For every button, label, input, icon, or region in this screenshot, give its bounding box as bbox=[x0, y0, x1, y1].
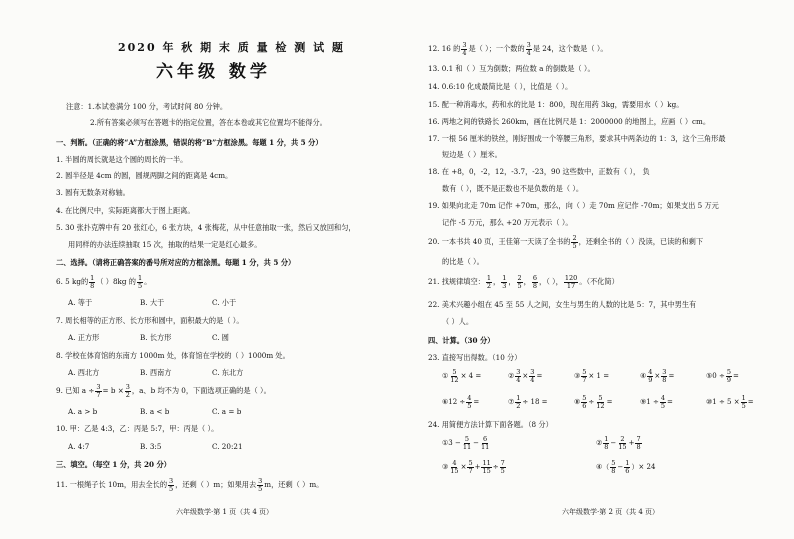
option-10c: C. 20:21 bbox=[212, 442, 243, 451]
calc-23-3: ③ $\frac{5}{7}$ × 1 = bbox=[574, 368, 610, 384]
section-fill: 三、填空。（每空 1 分，共 20 分） bbox=[56, 460, 171, 469]
question-15: 15. 配一种消毒水，药和水的比是 1：800，现在用药 3kg，需要用水（ ）kg。 bbox=[428, 100, 684, 109]
question-22-line-2: （ ）人。 bbox=[442, 317, 474, 326]
fraction: $\frac{120}{17}$ bbox=[564, 274, 578, 290]
fraction: $\frac{1}{2}$ bbox=[486, 274, 491, 290]
fraction: $\frac{3}{4}$ bbox=[526, 41, 531, 57]
fraction: $\frac{3}{2}$ bbox=[125, 383, 130, 399]
fraction: $\frac{2}{5}$ bbox=[517, 274, 522, 290]
fraction: $\frac{1}{3}$ bbox=[502, 274, 507, 290]
option-8a: A. 西北方 bbox=[68, 368, 100, 377]
calc-23-9: ⑨1 ÷ $\frac{4}{5}$ = bbox=[640, 394, 673, 410]
calc-24-1: ①3 − $\frac{5}{11}$ − $\frac{6}{11}$ bbox=[442, 435, 490, 451]
calc-24-4: ④（ $\frac{5}{8}$ − $\frac{1}{6}$ ）× 24 bbox=[596, 459, 656, 475]
question-21: 21. 找规律填空： $\frac{1}{2}$ ， $\frac{1}{3}$ ， $\frac{2}{5}$ ， $\frac{6}{8}$ ，（ ）， $\frac{120}{17}$ 。（不化简） bbox=[428, 274, 619, 290]
calc-24-3: ③ $\frac{4}{15}$ × $\frac{5}{7}$ + $\frac{11}{15}$ ÷ $\frac{7}{5}$ bbox=[442, 459, 505, 475]
question-8: 8. 学校在体育馆的东南方 1000m 处，体育馆在学校的（ ）1000m 处。 bbox=[56, 351, 290, 360]
question-12: 12. 16 的 $\frac{3}{4}$ 是（ ）；一个数的 $\frac{3}{4}$ 是 24，这个数是（ ）。 bbox=[428, 41, 608, 57]
question-18-line-1: 18. 在 +8，0，-2，12，-3.7，-23，90 这些数中，正数有（ ）， 负 bbox=[428, 167, 650, 176]
question-14: 14. 0.6:10 化成最简比是（ ），比值是（ ）。 bbox=[428, 82, 573, 91]
page-footer-2: 六年级数学·第 2 页（共 4 页） bbox=[562, 508, 660, 516]
option-9a: A. a > b bbox=[68, 407, 98, 416]
option-6c: C. 小于 bbox=[212, 298, 237, 307]
option-7b: B. 长方形 bbox=[140, 333, 172, 342]
subject-title: 六年级 数学 bbox=[156, 62, 271, 82]
option-10b: B. 3:5 bbox=[140, 442, 162, 451]
question-7: 7. 周长相等的正方形、长方形和圆中，面积最大的是（ ）。 bbox=[56, 316, 244, 325]
question-6: 6. 5 kg的 $\frac{1}{8}$ （ ）8kg 的 $\frac{1}{5}$ 。 bbox=[56, 274, 152, 290]
fraction: $\frac{2}{5}$ bbox=[572, 234, 577, 250]
question-10: 10. 甲：乙是 4:3，乙：丙是 5:7，甲：丙是（ ）。 bbox=[56, 424, 219, 433]
fraction: $\frac{3}{5}$ bbox=[258, 477, 263, 493]
calc-23-2: ② $\frac{3}{4}$ × $\frac{3}{4}$ = bbox=[508, 368, 543, 384]
calc-23-5: ⑤0 ÷ $\frac{5}{9}$ = bbox=[706, 368, 739, 384]
option-6a: A. 等于 bbox=[68, 298, 93, 307]
option-9c: C. a = b bbox=[212, 407, 242, 416]
question-22-line-1: 22. 美术兴趣小组在 45 至 55 人之间，女生与男生的人数的比是 5：7，其中男生有 bbox=[428, 300, 697, 309]
fraction: $\frac{3}{7}$ bbox=[96, 383, 101, 399]
fraction: $\frac{1}{5}$ bbox=[137, 274, 143, 290]
question-18-line-2: 数有（ ），既不是正数也不是负数的是（ ）。 bbox=[442, 184, 584, 193]
notice-1: 注意：1.本试卷满分 100 分，考试时间 80 分钟。 bbox=[66, 102, 228, 111]
page-footer-1: 六年级数学·第 1 页（共 4 页） bbox=[176, 508, 274, 516]
question-20-line-2: 的比是（ ）。 bbox=[442, 257, 484, 266]
question-20: 20. 一本书共 40 页，王佳第一天读了全书的 $\frac{2}{5}$ ，还剩全书的（ ）没读，已读的和剩下 bbox=[428, 234, 704, 250]
fraction: $\frac{3}{4}$ bbox=[462, 41, 467, 57]
option-8b: B. 西南方 bbox=[140, 368, 172, 377]
calc-23-8: ⑧ $\frac{5}{6}$ ÷ $\frac{5}{12}$ = bbox=[574, 394, 613, 410]
question-5-line-2: 用同样的办法连续抽取 15 次，抽取的结果一定是红心最多。 bbox=[68, 240, 262, 249]
question-17-line-2: 短边是（ ）厘米。 bbox=[442, 150, 502, 159]
question-9: 9. 已知 a ÷ $\frac{3}{7}$ = b × $\frac{3}{2}$ ，a、b 均不为 0，下面选项正确的是（ ）。 bbox=[56, 383, 271, 399]
option-6b: B. 大于 bbox=[140, 298, 165, 307]
calc-23-7: ⑦ $\frac{1}{2}$ ÷ 18 = bbox=[508, 394, 548, 410]
calc-24-2: ② $\frac{1}{8}$ − $\frac{2}{15}$ + $\frac{7}{8}$ bbox=[596, 435, 641, 451]
question-19-line-1: 19. 如果向北走 70m 记作 +70m，那么，向（ ）走 70m 应记作 -70m；如果支出 5 万元 bbox=[428, 201, 719, 210]
exam-title: 2020 年 秋 期 末 质 量 检 测 试 题 bbox=[118, 41, 345, 54]
fraction: $\frac{6}{8}$ bbox=[532, 274, 538, 290]
question-13: 13. 0.1 和（ ）互为倒数；两位数 a 的倒数是（ ）。 bbox=[428, 64, 595, 73]
question-4: 4. 在比例尺中，实际距离都大于图上距离。 bbox=[56, 206, 195, 215]
fraction: $\frac{1}{8}$ bbox=[90, 274, 95, 290]
calc-23-6: ⑥12 ÷ $\frac{4}{5}$ = bbox=[442, 394, 480, 410]
section-choice: 二、选择。（请将正确答案的番号所对应的方框涂黑。每题 1 分，共 5 分） bbox=[56, 258, 296, 267]
question-3: 3. 圆有无数条对称轴。 bbox=[56, 188, 130, 197]
option-9b: B. a < b bbox=[140, 407, 170, 416]
option-8c: C. 东北方 bbox=[212, 368, 244, 377]
fraction: $\frac{3}{5}$ bbox=[169, 477, 174, 493]
exam-page-2 bbox=[400, 0, 794, 539]
question-19-line-2: 记作 -5 万元，那么 +20 万元表示（ ）。 bbox=[442, 218, 573, 227]
section-judge: 一、判断。（正确的将“A”方框涂黑，错误的将“B”方框涂黑。每题 1 分，共 5 分） bbox=[56, 138, 323, 147]
question-11: 11. 一根绳子长 10m，用去全长的 $\frac{3}{5}$ ，还剩（ ）m；如果用去 $\frac{3}{5}$ m，还剩（ ）m。 bbox=[56, 477, 324, 493]
question-23: 23. 直接写出得数。（10 分） bbox=[428, 353, 522, 362]
calc-23-4: ④ $\frac{4}{9}$ × $\frac{3}{8}$ = bbox=[640, 368, 675, 384]
calc-23-1: ① $\frac{5}{12}$ × 4 = bbox=[442, 368, 482, 384]
option-7a: A. 正方形 bbox=[68, 333, 100, 342]
section-calc: 四、计算。（30 分） bbox=[428, 336, 495, 345]
question-5-line-1: 5. 30 张扑克牌中有 20 张红心，6 张方块，4 张梅花，从中任意抽取一张，然后又放回和匀， bbox=[56, 223, 356, 232]
option-7c: C. 圆 bbox=[212, 333, 229, 342]
question-17-line-1: 17. 一根 56 厘米的铁丝，刚好围成一个等腰三角形，要求其中两条边的 1：3，这个三角形最 bbox=[428, 134, 726, 143]
question-24: 24. 用简便方法计算下面各题。（8 分） bbox=[428, 420, 553, 429]
notice-2: 2.所有答案必须写在答题卡的指定位置，答在本卷或其它位置均不能得分。 bbox=[90, 118, 327, 127]
calc-23-10: ⑩1 ÷ 5 × $\frac{1}{5}$ = bbox=[706, 394, 754, 410]
question-16: 16. 两地之间的铁路长 260km，画在比例尺是 1：2000000 的地图上，应画（ ）cm。 bbox=[428, 117, 711, 126]
option-10a: A. 4:7 bbox=[68, 442, 90, 451]
question-1: 1. 半圆的周长就是这个圆的周长的一半。 bbox=[56, 155, 188, 164]
question-2: 2. 圆半径是 4cm 的圆，圆规两脚之间的距离是 4cm。 bbox=[56, 171, 233, 180]
